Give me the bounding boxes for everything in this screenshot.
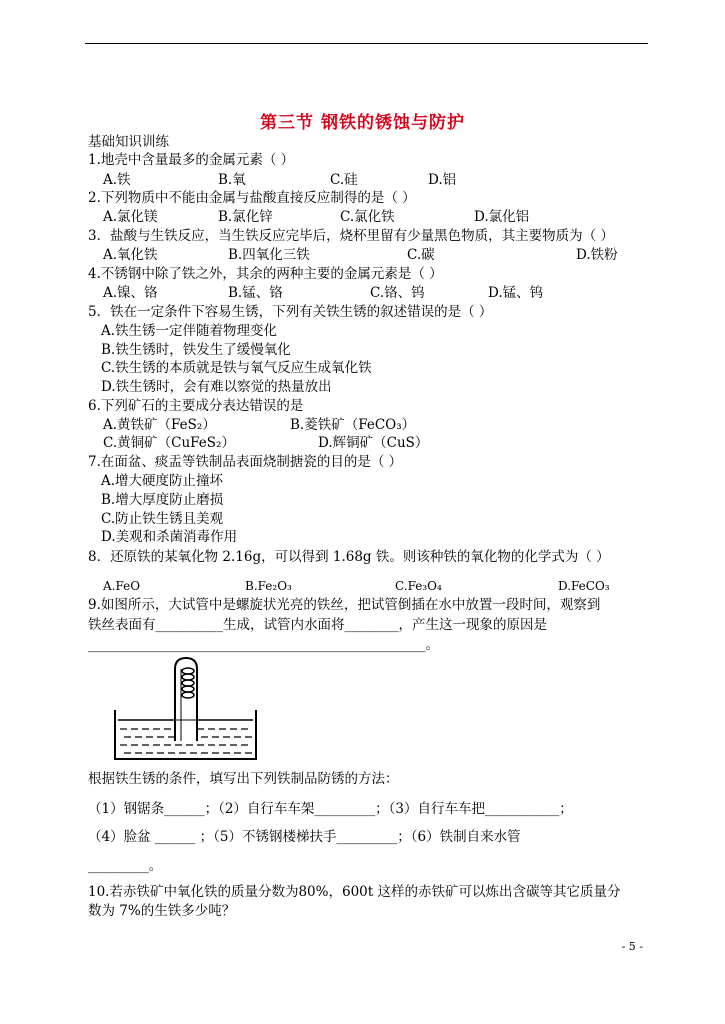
q7-option-a: A.增大硬度防止撞坏 — [101, 473, 224, 489]
q9-line2: 铁丝表面有__________生成，试管内水面将________，产生这一现象的原因是 — [88, 617, 547, 633]
header-rule — [85, 43, 648, 44]
q5-option-d: D.铁生锈时，会有难以察觉的热量放出 — [101, 379, 332, 395]
q2-option-a: A.氯化镁 — [103, 209, 158, 225]
q7-option-b: B.增大厚度防止磨损 — [101, 492, 224, 508]
q1-option-b: B.氧 — [218, 172, 246, 188]
test-tube-in-water-diagram — [112, 655, 262, 765]
q6-option-b: B.菱铁矿（FeCO₃） — [290, 417, 416, 433]
q3-option-c: C.碳 — [407, 247, 435, 263]
q2-option-c: C.氯化铁 — [340, 209, 395, 225]
q1-option-d: D.铝 — [428, 172, 457, 188]
q3-stem: 3．盐酸与生铁反应，当生铁反应完毕后，烧杯里留有少量黑色物质，其主要物质为（ ） — [88, 228, 614, 244]
q2-option-d: D.氯化铝 — [474, 209, 530, 225]
q4-stem: 4.不锈钢中除了铁之外，其余的两种主要的金属元素是（ ） — [88, 266, 443, 282]
q4-option-b: B.锰、铬 — [228, 285, 283, 301]
q7-option-d: D.美观和杀菌消毒作用 — [101, 529, 238, 545]
q9-row2: （4）脸盆 ______ ；（5）不锈钢楼梯扶手_________；（6）铁制自来水管 — [88, 829, 521, 845]
q5-option-a: A.铁生锈一定伴随着物理变化 — [101, 323, 278, 339]
q5-option-c: C.铁生锈的本质就是铁与氧气反应生成氧化铁 — [101, 360, 372, 376]
q2-stem: 2.下列物质中不能由金属与盐酸直接反应制得的是（ ） — [88, 190, 416, 206]
q5-stem: 5．铁在一定条件下容易生锈，下列有关铁生锈的叙述错误的是（ ） — [88, 304, 493, 320]
q4-option-d: D.锰、钨 — [488, 285, 544, 301]
q3-option-d: D.铁粉 — [576, 247, 618, 263]
q8-stem: 8．还原铁的某氧化物 2.16g，可以得到 1.68g 铁。则该种铁的氧化物的化学式为（ ） — [88, 549, 610, 565]
q6-option-c: C.黄铜矿（CuFeS₂） — [103, 435, 235, 451]
q5-option-b: B.铁生锈时，铁发生了缓慢氧化 — [101, 342, 291, 358]
q10-line2: 数为 7%的生铁多少吨？ — [88, 903, 236, 919]
q8-option-c: C.Fe₃O₄ — [395, 579, 442, 593]
q2-option-b: B.氯化锌 — [218, 209, 273, 225]
section-heading: 基础知识训练 — [88, 134, 169, 150]
q1-option-a: A.铁 — [103, 172, 131, 188]
q9-row3: _________。 — [88, 858, 163, 874]
q6-option-a: A.黄铁矿（FeS₂） — [103, 417, 216, 433]
q9-row1: （1）钢锯条______；（2）自行车车架_________；（3）自行车车把___________； — [88, 801, 573, 817]
page-number: - 5 - — [621, 940, 643, 953]
q9-line3: __________________________________________________。 — [88, 637, 439, 653]
q4-option-a: A.镍、铬 — [103, 285, 158, 301]
q6-option-d: D.辉铜矿（CuS） — [318, 435, 429, 451]
q1-option-c: C.硅 — [330, 172, 358, 188]
q8-option-d: D.FeCO₃ — [558, 579, 610, 593]
q7-stem: 7.在面盆、痰盂等铁制品表面烧制搪瓷的目的是（ ） — [88, 454, 403, 470]
q8-option-b: B.Fe₂O₃ — [245, 579, 292, 593]
q1-stem: 1.地壳中含量最多的金属元素（ ） — [88, 152, 295, 168]
q4-option-c: C.铬、钨 — [370, 285, 425, 301]
q10-line1: 10.若赤铁矿中氧化铁的质量分数为80%，600t 这样的赤铁矿可以炼出含碳等其它质量分 — [88, 884, 621, 900]
q9-line1: 9.如图所示，大试管中是螺旋状光亮的铁丝，把试管倒插在水中放置一段时间，观察到 — [88, 597, 601, 613]
q9-prompt: 根据铁生锈的条件，填写出下列铁制品防锈的方法： — [88, 771, 399, 787]
q8-option-a: A.FeO — [103, 579, 141, 593]
q3-option-a: A.氧化铁 — [103, 247, 158, 263]
q7-option-c: C.防止铁生锈且美观 — [101, 511, 224, 527]
q6-stem: 6.下列矿石的主要成分表达错误的是 — [88, 398, 304, 414]
q3-option-b: B.四氧化三铁 — [228, 247, 310, 263]
page-title: 第三节 钢铁的锈蚀与防护 — [260, 113, 465, 133]
